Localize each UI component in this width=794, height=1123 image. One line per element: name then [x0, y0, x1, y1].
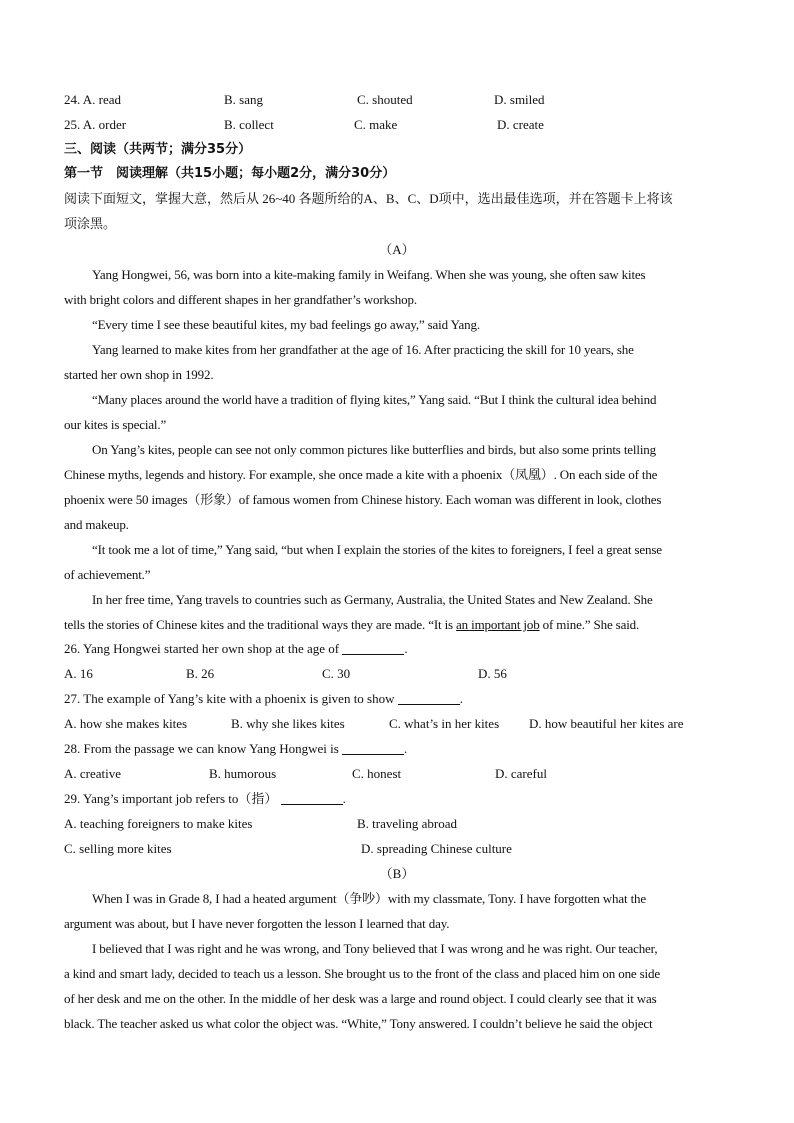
passage-a-line: Yang learned to make kites from her grandfather at the age of 16. After practicing the skill for 10 years, she — [92, 342, 634, 357]
answer-blank — [342, 642, 404, 655]
answer-blank — [281, 792, 343, 805]
q25-option-b: B. collect — [224, 117, 274, 132]
passage-a-line: Yang Hongwei, 56, was born into a kite-making family in Weifang. When she was young, she often saw kites — [92, 267, 646, 282]
passage-b-line: I believed that I was right and he was wrong, and Tony believed that I was wrong and he was right. Our teacher, — [92, 941, 658, 956]
passage-a-line: with bright colors and different shapes in her grandfather’s workshop. — [64, 292, 417, 307]
instructions-line-2: 项涂黑。 — [64, 216, 117, 231]
answer-blank — [398, 692, 460, 705]
q26-option-c: C. 30 — [322, 666, 351, 681]
q28-option-d: D. careful — [495, 766, 547, 781]
q27-stem: 27. The example of Yang’s kite with a phoenix is given to show . — [64, 691, 464, 706]
passage-b-label: （B） — [379, 866, 415, 881]
instructions-line-1: 阅读下面短文，掌握大意，然后从 26~40 各题所给的A、B、C、D项中，选出最佳选项，并在答题卡上将该 — [64, 191, 673, 206]
passage-a-last-line — [64, 617, 639, 633]
passage-b-line: argument was about, but I have never forgotten the lesson I learned that day. — [64, 916, 450, 931]
section-title: 三、阅读（共两节；满分35分） — [64, 142, 252, 157]
q29-option-c: C. selling more kites — [64, 841, 172, 856]
q27-option-c: C. what’s in her kites — [389, 716, 500, 731]
q28-stem-text: 28. From the passage we can know Yang Hongwei is — [64, 741, 339, 756]
passage-a-line: “It took me a lot of time,” Yang said, “but when I explain the stories of the kites to foreigners, I feel a great sense — [92, 542, 662, 557]
q25-option-c: C. make — [354, 117, 398, 132]
passage-a-text: tells the stories of Chinese kites and the traditional ways they are made. “It is — [64, 617, 457, 632]
q29-option-a: A. teaching foreigners to make kites — [64, 816, 253, 831]
q29-option-b: B. traveling abroad — [357, 816, 457, 831]
passage-a-line: “Every time I see these beautiful kites, my bad feelings go away,” said Yang. — [92, 317, 480, 332]
q24-option-d: D. smiled — [494, 92, 545, 107]
q24-option-a: 24. A. read — [64, 92, 122, 107]
q26-option-d: D. 56 — [478, 666, 507, 681]
passage-a-line: and makeup. — [64, 517, 129, 532]
q26-option-b: B. 26 — [186, 666, 215, 681]
q27-option-d: D. how beautiful her kites are — [529, 716, 684, 731]
q27-stem-text: 27. The example of Yang’s kite with a phoenix is given to show — [64, 691, 395, 706]
q29-stem: 29. Yang’s important job refers to（指） . — [64, 791, 346, 806]
q25-option-d: D. create — [497, 117, 544, 132]
q26-stem-text: 26. Yang Hongwei started her own shop at the age of — [64, 641, 340, 656]
passage-a-line: phoenix were 50 images（形象）of famous women from Chinese history. Each woman was different in look, clothes — [64, 492, 662, 507]
q28-option-c: C. honest — [352, 766, 402, 781]
q28-option-b: B. humorous — [209, 766, 277, 781]
passage-a-line: On Yang’s kites, people can see not only common pictures like butterflies and birds, but also some prints telling — [92, 442, 656, 457]
answer-blank — [342, 742, 404, 755]
q27-option-a: A. how she makes kites — [64, 716, 188, 731]
passage-b-line: black. The teacher asked us what color the object was. “White,” Tony answered. I couldn’t believe he said the object — [64, 1016, 653, 1031]
q24-option-b: B. sang — [224, 92, 263, 107]
passage-a-label: （A） — [379, 242, 415, 257]
passage-b-line: When I was in Grade 8, I had a heated argument（争吵）with my classmate, Tony. I have forgotten what the — [92, 891, 647, 906]
passage-a-line: our kites is special.” — [64, 417, 167, 432]
q28-option-a: A. creative — [64, 766, 122, 781]
q29-stem-text: 29. Yang’s important job refers to（指） — [64, 791, 278, 806]
passage-a-line: of achievement.” — [64, 567, 151, 582]
passage-a-line: “Many places around the world have a tradition of flying kites,” Yang said. “But I think the cultural idea behind — [92, 392, 657, 407]
passage-a-line: started her own shop in 1992. — [64, 367, 214, 382]
subsection-title: 第一节 阅读理解（共15小题；每小题2分，满分30分） — [64, 166, 396, 181]
q29-option-d: D. spreading Chinese culture — [361, 841, 512, 856]
passage-b-line: a kind and smart lady, decided to teach us a lesson. She brought us to the front of the class and placed him on one side — [64, 966, 660, 981]
q25-option-a: 25. A. order — [64, 117, 127, 132]
passage-b-line: of her desk and me on the other. In the middle of her desk was a large and round object. I could clearly see that it was — [64, 991, 657, 1006]
q27-option-b: B. why she likes kites — [231, 716, 345, 731]
underlined-phrase: an important job — [456, 617, 540, 632]
passage-a-line: Chinese myths, legends and history. For example, she once made a kite with a phoenix（凤凰）. On each side of the — [64, 467, 658, 482]
passage-a-line: In her free time, Yang travels to countries such as Germany, Australia, the United States and New Zealand. She — [92, 592, 653, 607]
q26-option-a: A. 16 — [64, 666, 93, 681]
q24-option-c: C. shouted — [357, 92, 413, 107]
passage-a-text: of mine.” She said. — [539, 617, 640, 632]
q26-stem: 26. Yang Hongwei started her own shop at the age of . — [64, 641, 408, 656]
q28-stem: 28. From the passage we can know Yang Hongwei is . — [64, 741, 408, 756]
